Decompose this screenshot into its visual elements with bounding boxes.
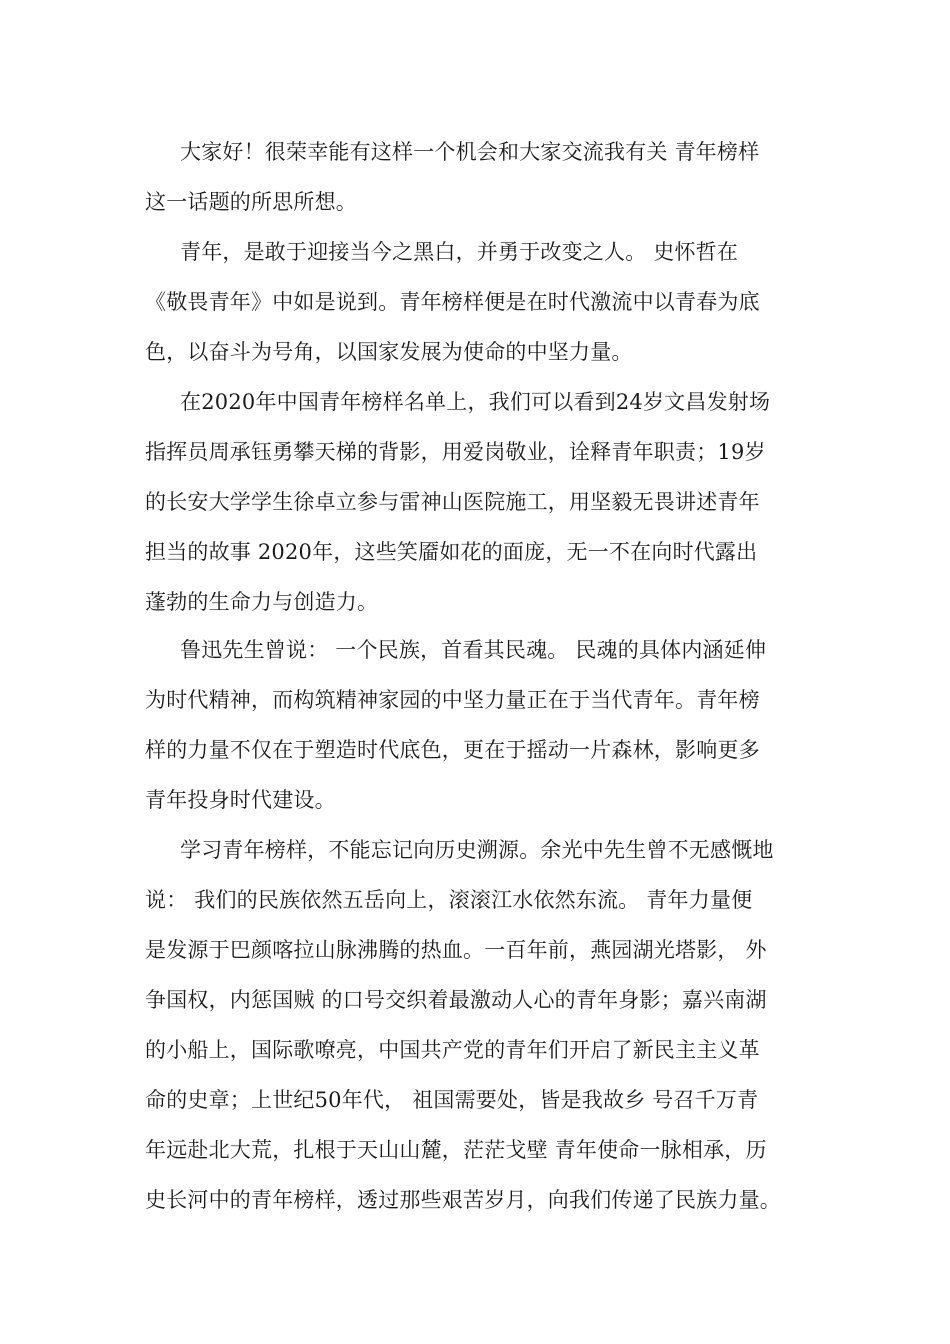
text-line: 大家好！很荣幸能有这样一个机会和大家交流我有关 青年榜样: [180, 140, 760, 164]
text-line: 的长安大学学生徐卓立参与雷神山医院施工，用坚毅无畏讲述青年: [145, 490, 760, 514]
text-line: 说： 我们的民族依然五岳向上，滚滚江水依然东流。 青年力量便: [145, 888, 753, 912]
text-line: 争国权，内惩国贼 的口号交织着最激动人心的青年身影；嘉兴南湖: [145, 988, 767, 1012]
text-line: 是发源于巴颜喀拉山脉沸腾的热血。一百年前，燕园湖光塔影， 外: [145, 938, 767, 962]
text-line: 青年投身时代建设。: [145, 788, 336, 812]
text-line: 年远赴北大荒，扎根于天山山麓，茫茫戈壁 青年使命一脉相承，历: [145, 1138, 767, 1162]
text-line: 学习青年榜样，不能忘记向历史溯源。余光中先生曾不无感慨地: [180, 838, 774, 862]
text-line: 为时代精神，而构筑精神家园的中坚力量正在于当代青年。青年榜: [145, 688, 760, 712]
text-line: 命的史章；上世纪50年代， 祖国需要处，皆是我故乡 号召千万青: [145, 1088, 759, 1112]
text-line: 色，以奋斗为号角，以国家发展为使命的中坚力量。: [145, 340, 633, 364]
text-line: 蓬勃的生命力与创造力。: [145, 590, 379, 614]
text-line: 鲁迅先生曾说： 一个民族，首看其民魂。 民魂的具体内涵延伸: [180, 638, 767, 662]
text-line: 青年，是敢于迎接当今之黑白，并勇于改变之人。 史怀哲在: [180, 240, 739, 264]
text-line: 的小船上，国际歌嘹亮，中国共产党的青年们开启了新民主主义革: [145, 1038, 760, 1062]
text-line: 指挥员周承钰勇攀天梯的背影，用爱岗敬业，诠释青年职责；19岁: [145, 440, 766, 464]
text-line: 在2020年中国青年榜样名单上，我们可以看到24岁文昌发射场: [180, 390, 771, 414]
text-line: 《敬畏青年》中如是说到。青年榜样便是在时代激流中以青春为底: [145, 290, 760, 314]
text-line: 样的力量不仅在于塑造时代底色，更在于摇动一片森林，影响更多: [145, 738, 760, 762]
text-line: 这一话题的所思所想。: [145, 190, 357, 214]
text-line: 史长河中的青年榜样，透过那些艰苦岁月，向我们传递了民族力量。: [145, 1188, 781, 1212]
text-line: 担当的故事 2020年，这些笑靥如花的面庞，无一不在向时代露出: [145, 540, 758, 564]
